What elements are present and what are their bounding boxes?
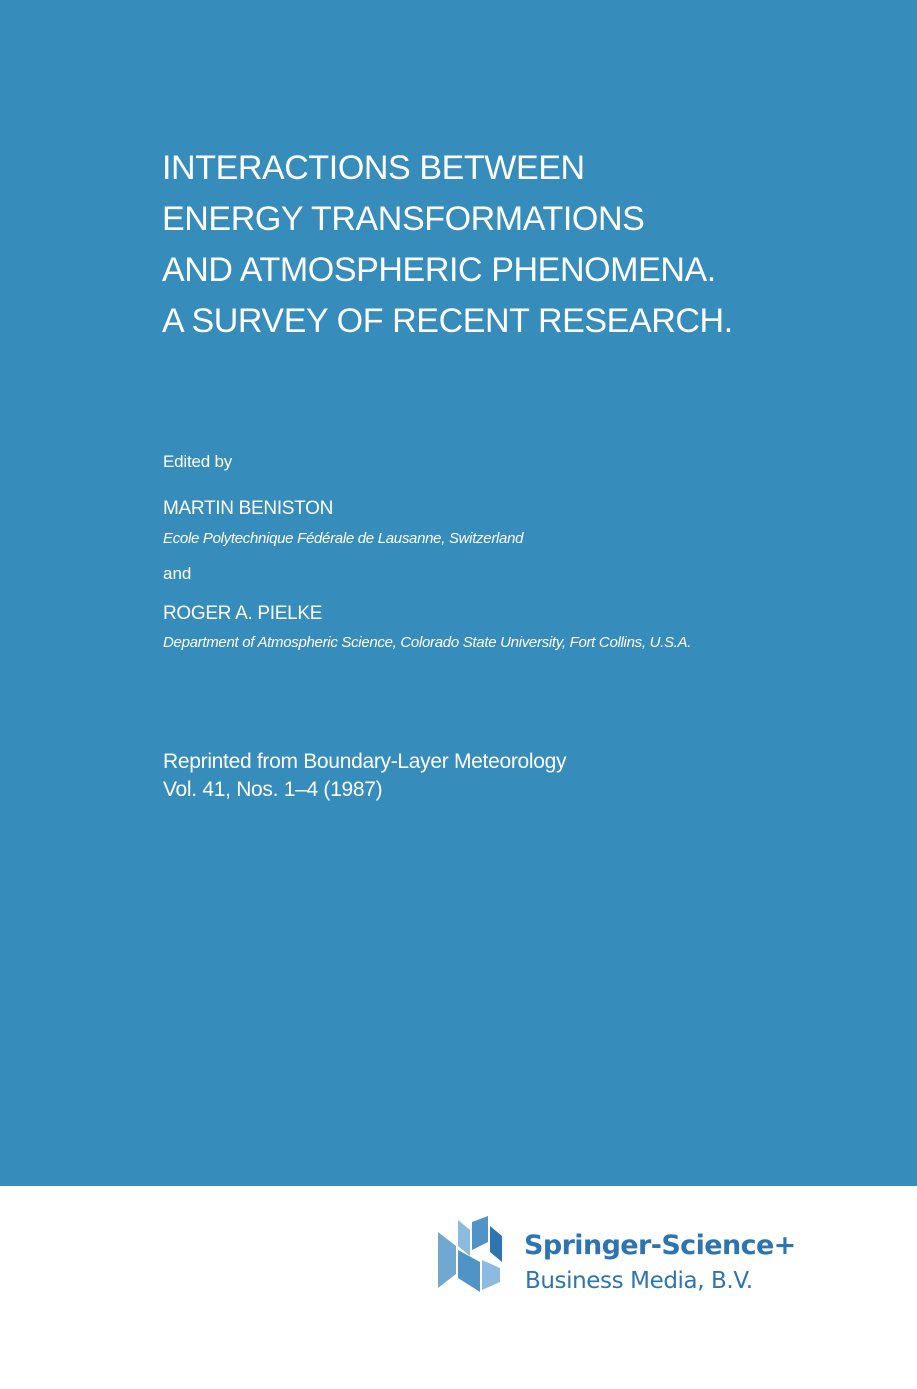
editor-name: MARTIN BENISTON [163,498,334,519]
editor-affiliation: Department of Atmospheric Science, Colorado State University, Fort Collins, U.S.A. [163,634,692,651]
springer-chess-knight-logo-icon [436,1216,502,1294]
editor-affiliation: Ecole Polytechnique Fédérale de Lausanne, Switzerland [163,530,524,547]
reprint-note [163,748,566,804]
editor-name: ROGER A. PIELKE [163,603,323,624]
book-title [162,143,733,347]
title-line: A SURVEY OF RECENT RESEARCH. [162,302,733,340]
title-line: INTERACTIONS BETWEEN [162,149,585,187]
editor-conjunction: and [163,564,192,583]
title-line: AND ATMOSPHERIC PHENOMENA. [162,251,716,289]
publisher-imprint [436,1216,796,1316]
reprint-line: Reprinted from Boundary-Layer Meteorology [163,750,567,773]
title-line: ENERGY TRANSFORMATIONS [162,200,645,238]
publisher-name: Springer-Science+ [524,1230,796,1261]
edited-by-label: Edited by [163,452,233,471]
publisher-subname: Business Media, B.V. [525,1268,753,1294]
reprint-line: Vol. 41, Nos. 1–4 (1987) [163,778,383,801]
